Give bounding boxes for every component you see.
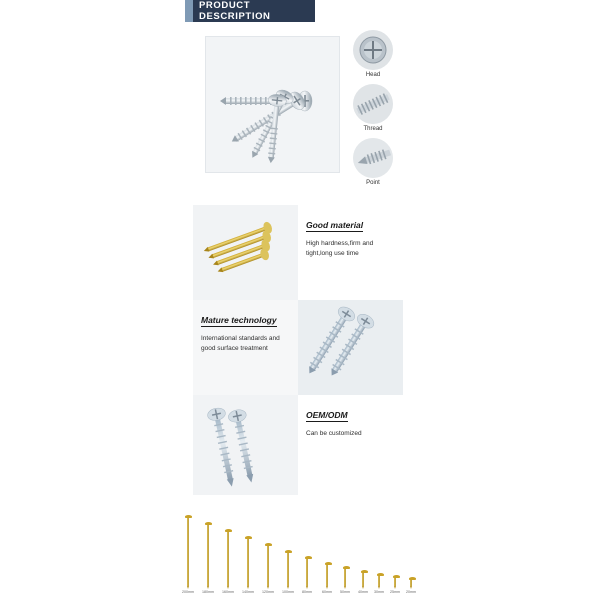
feature-image-oem-odm <box>193 395 298 495</box>
size-item <box>182 515 194 594</box>
screw-graphic <box>361 570 366 589</box>
size-label: 40mm <box>358 590 368 594</box>
screw-graphic <box>305 556 310 589</box>
screw-head-closeup-icon <box>353 30 393 70</box>
size-label: 80mm <box>302 590 312 594</box>
screw-graphic <box>225 529 230 589</box>
feature-description: Can be customized <box>306 430 362 437</box>
size-label: 160mm <box>222 590 234 594</box>
size-label: 200mm <box>182 590 194 594</box>
size-label: 30mm <box>374 590 384 594</box>
screw-graphic <box>205 522 210 589</box>
detail-item <box>350 138 396 186</box>
large-screws-illustration <box>193 395 298 495</box>
size-label: 25mm <box>390 590 400 594</box>
screw-graphic <box>285 550 290 589</box>
screw-graphic <box>409 577 414 589</box>
feature-description: High hardness,firm and tight,long use time <box>306 240 374 258</box>
size-item <box>282 550 294 594</box>
screw-graphic <box>325 562 330 589</box>
screw-point-closeup-icon <box>353 138 393 178</box>
detail-label: Head <box>365 72 381 78</box>
product-description-banner <box>185 0 315 22</box>
size-item <box>242 536 254 594</box>
size-label: 180mm <box>202 590 214 594</box>
screw-graphic <box>393 575 398 589</box>
screw-graphic <box>343 566 348 589</box>
size-label: 120mm <box>262 590 274 594</box>
detail-label: Point <box>366 180 380 186</box>
size-label: 140mm <box>242 590 254 594</box>
size-item <box>374 573 384 594</box>
size-item <box>322 562 332 594</box>
screw-graphic <box>377 573 382 589</box>
feature-text-oem-odm <box>298 395 403 495</box>
size-label: 50mm <box>340 590 350 594</box>
size-label: 60mm <box>322 590 332 594</box>
feature-text-mature-technology <box>193 300 298 395</box>
size-item <box>202 522 214 594</box>
hero-product-image <box>205 36 340 173</box>
size-item <box>390 575 400 594</box>
page-title: PRODUCT DESCRIPTION <box>199 0 271 22</box>
screw-graphic <box>265 543 270 589</box>
detail-callouts <box>350 30 396 192</box>
feature-text-good-material <box>298 205 403 300</box>
feature-title: OEM/ODM <box>306 410 348 420</box>
size-label: 20mm <box>406 590 416 594</box>
detail-item <box>350 84 396 132</box>
yellow-zinc-screws-illustration <box>193 205 298 300</box>
feature-grid <box>193 205 403 505</box>
size-item <box>340 566 350 594</box>
feature-title: Good material <box>306 220 364 230</box>
screws-group-illustration <box>206 37 339 172</box>
size-item <box>302 556 312 594</box>
size-item <box>262 543 274 594</box>
screw-graphic <box>245 536 250 589</box>
detail-item <box>350 30 396 78</box>
screw-thread-closeup-icon <box>353 84 393 124</box>
size-item <box>358 570 368 594</box>
size-item <box>406 577 416 594</box>
size-comparison-chart <box>178 512 428 600</box>
screw-graphic <box>185 515 190 589</box>
blue-zinc-screws-illustration <box>298 300 403 395</box>
size-item <box>222 529 234 594</box>
feature-description: International standards and good surface treatment <box>201 335 280 353</box>
banner-accent-bar <box>185 0 193 22</box>
feature-image-good-material <box>193 205 298 300</box>
feature-title: Mature technology <box>201 315 277 325</box>
detail-label: Thread <box>363 126 383 132</box>
feature-image-mature-technology <box>298 300 403 395</box>
size-label: 100mm <box>282 590 294 594</box>
